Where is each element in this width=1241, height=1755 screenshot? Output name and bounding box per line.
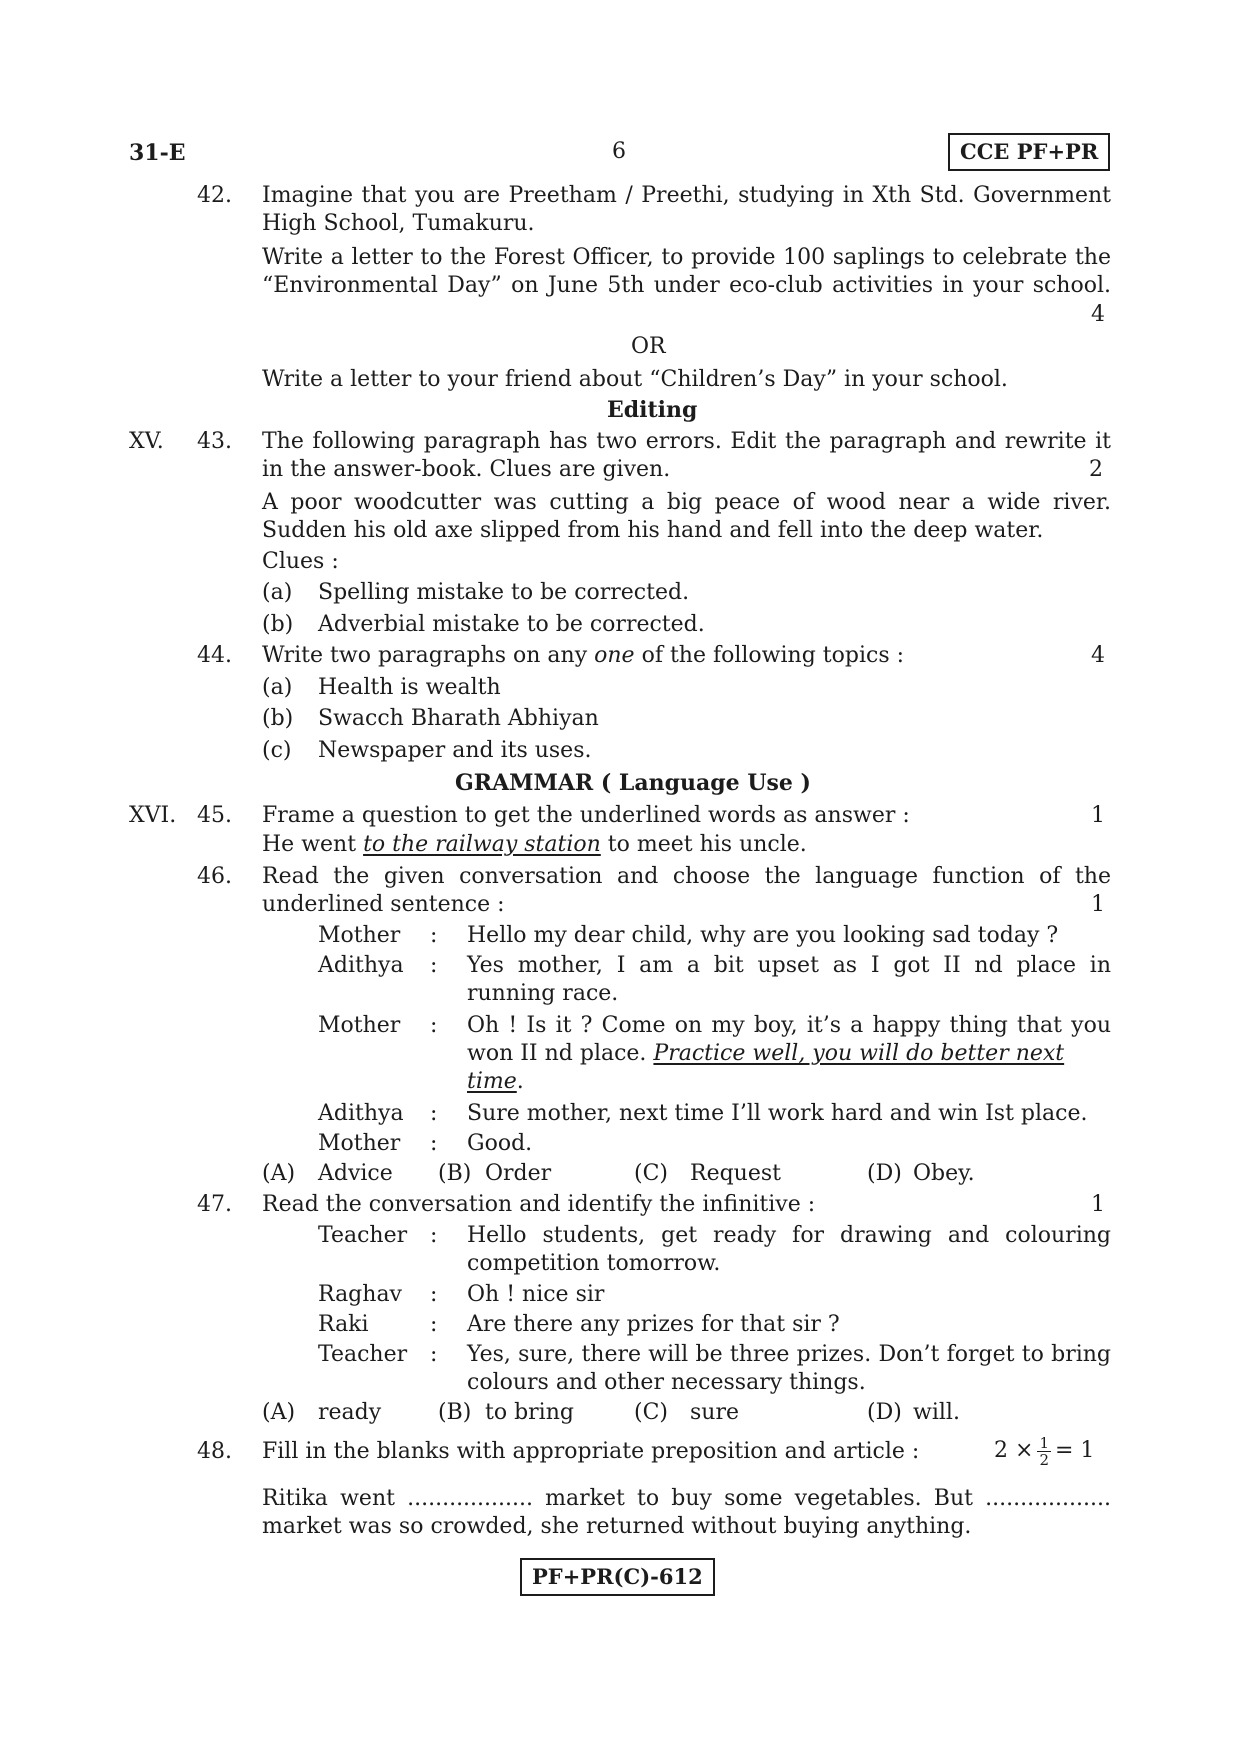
dialogue-colon: : (430, 923, 438, 948)
or-label: OR (631, 334, 666, 359)
q43-number: 43. (197, 429, 232, 454)
q48-prompt: Fill in the blanks with appropriate preposition and article : (262, 1439, 920, 1464)
q46-number: 46. (197, 864, 232, 889)
option-text: ready (318, 1400, 382, 1425)
speaker-name: Mother (318, 1013, 401, 1038)
option-label: (D) (867, 1161, 902, 1186)
speaker-name: Adithya (318, 953, 404, 978)
exam-code-box: CCE PF+PR (948, 133, 1110, 171)
option-text: Request (690, 1161, 781, 1186)
q47-prompt: Read the conversation and identify the infinitive : (262, 1192, 816, 1217)
q42-marks: 4 (1091, 302, 1105, 327)
option-text: to bring (485, 1400, 574, 1425)
q44-prompt: Write two paragraphs on any one of the following topics : (262, 643, 905, 668)
dialogue-line: Hello my dear child, why are you looking sad today ? (467, 923, 1059, 948)
speaker-name: Adithya (318, 1101, 404, 1126)
option-text: Advice (318, 1161, 393, 1186)
topic-label: (a) (262, 675, 293, 700)
speaker-name: Raghav (318, 1282, 402, 1307)
dialogue-line: time. (467, 1069, 524, 1094)
q43-line1: The following paragraph has two errors. Edit the paragraph and rewrite it (262, 429, 1111, 454)
option-label: (A) (262, 1400, 296, 1425)
dialogue-colon: : (430, 1312, 438, 1337)
option-text: Obey. (913, 1161, 975, 1186)
topic-text: Newspaper and its uses. (318, 738, 592, 763)
dialogue-line: Yes mother, I am a bit upset as I got II nd place in (467, 953, 1111, 978)
underlined-sentence-end: time (467, 1069, 517, 1094)
clue-text: Adverbial mistake to be corrected. (318, 612, 705, 637)
dialogue-line: Are there any prizes for that sir ? (467, 1312, 840, 1337)
option-text: will. (913, 1400, 960, 1425)
q44-emphasis: one (594, 643, 635, 668)
option-text: sure (690, 1400, 739, 1425)
speaker-name: Teacher (318, 1223, 408, 1248)
option-label: (C) (634, 1161, 668, 1186)
dialogue-line: Yes, sure, there will be three prizes. Don’t forget to bring (467, 1342, 1111, 1367)
q45-prompt: Frame a question to get the underlined words as answer : (262, 803, 910, 828)
q46-line1: Read the given conversation and choose the language function of the (262, 864, 1111, 889)
q44-number: 44. (197, 643, 232, 668)
q46-line2: underlined sentence : (262, 892, 505, 917)
q42-line3: Write a letter to the Forest Officer, to provide 100 saplings to celebrate the (262, 245, 1111, 270)
q48-number: 48. (197, 1439, 232, 1464)
topic-text: Swacch Bharath Abhiyan (318, 706, 599, 731)
option-text: Order (485, 1161, 552, 1186)
topic-label: (b) (262, 706, 294, 731)
clues-label: Clues : (262, 549, 339, 574)
q45-sentence: He went to the railway station to meet his uncle. (262, 832, 807, 857)
dialogue-colon: : (430, 1013, 438, 1038)
option-label: (B) (438, 1400, 472, 1425)
q45-underlined-words: to the railway station (363, 832, 601, 857)
dialogue-line: Good. (467, 1131, 533, 1156)
speaker-name: Mother (318, 923, 401, 948)
clue-label: (a) (262, 580, 293, 605)
dialogue-colon: : (430, 1282, 438, 1307)
half-fraction: $\frac{1}{2}$ (1039, 1433, 1049, 1469)
q48-passage-line1: Ritika went .................. market to buy some vegetables. But .................. (262, 1486, 1111, 1511)
topic-label: (c) (262, 738, 292, 763)
q48-marks: 2 × $\frac{1}{2}$ = 1 (994, 1433, 1095, 1469)
q43-line2: in the answer-book. Clues are given. (262, 457, 671, 482)
dialogue-line: running race. (467, 981, 619, 1006)
underlined-sentence: Practice well, you will do better next (653, 1041, 1065, 1066)
q45-marks: 1 (1091, 803, 1105, 828)
q46-marks: 1 (1091, 892, 1105, 917)
topic-text: Health is wealth (318, 675, 501, 700)
q43-paragraph-line2: Sudden his old axe slipped from his hand and fell into the deep water. (262, 518, 1044, 543)
dialogue-line: competition tomorrow. (467, 1251, 721, 1276)
speaker-name: Teacher (318, 1342, 408, 1367)
q47-number: 47. (197, 1192, 232, 1217)
q42-line4: “Environmental Day” on June 5th under eco-club activities in your school. (262, 273, 1111, 298)
dialogue-line: won II nd place. Practice well, you will do better next (467, 1041, 1065, 1066)
q44-marks: 4 (1091, 643, 1105, 668)
option-label: (B) (438, 1161, 472, 1186)
q42-number: 42. (197, 183, 232, 208)
dialogue-line: Oh ! nice sir (467, 1282, 605, 1307)
editing-heading: Editing (607, 397, 698, 423)
speaker-name: Mother (318, 1131, 401, 1156)
section-xv: XV. (129, 429, 164, 454)
footer-code-box: PF+PR(C)-612 (520, 1558, 715, 1596)
section-xvi: XVI. (129, 803, 177, 828)
page-number: 6 (612, 139, 626, 164)
q42-line1: Imagine that you are Preetham / Preethi, studying in Xth Std. Government (262, 183, 1111, 208)
option-label: (D) (867, 1400, 902, 1425)
dialogue-colon: : (430, 953, 438, 978)
speaker-name: Raki (318, 1312, 369, 1337)
dialogue-colon: : (430, 1131, 438, 1156)
q48-passage-line2: market was so crowded, she returned without buying anything. (262, 1514, 972, 1539)
dialogue-colon: : (430, 1223, 438, 1248)
q43-paragraph-line1: A poor woodcutter was cutting a big peace of wood near a wide river. (262, 490, 1111, 515)
dialogue-colon: : (430, 1101, 438, 1126)
grammar-heading: GRAMMAR ( Language Use ) (455, 770, 811, 796)
clue-text: Spelling mistake to be corrected. (318, 580, 690, 605)
dialogue-line: Sure mother, next time I’ll work hard and win Ist place. (467, 1101, 1088, 1126)
q42-alternative: Write a letter to your friend about “Children’s Day” in your school. (262, 367, 1008, 392)
dialogue-colon: : (430, 1342, 438, 1367)
q47-marks: 1 (1091, 1192, 1105, 1217)
q43-marks: 2 (1089, 457, 1103, 482)
clue-label: (b) (262, 612, 294, 637)
paper-code: 31-E (129, 140, 186, 166)
dialogue-line: Hello students, get ready for drawing and colouring (467, 1223, 1111, 1248)
q45-number: 45. (197, 803, 232, 828)
option-label: (A) (262, 1161, 296, 1186)
dialogue-line: Oh ! Is it ? Come on my boy, it’s a happy thing that you (467, 1013, 1111, 1038)
dialogue-line: colours and other necessary things. (467, 1370, 866, 1395)
option-label: (C) (634, 1400, 668, 1425)
q42-line2: High School, Tumakuru. (262, 211, 535, 236)
